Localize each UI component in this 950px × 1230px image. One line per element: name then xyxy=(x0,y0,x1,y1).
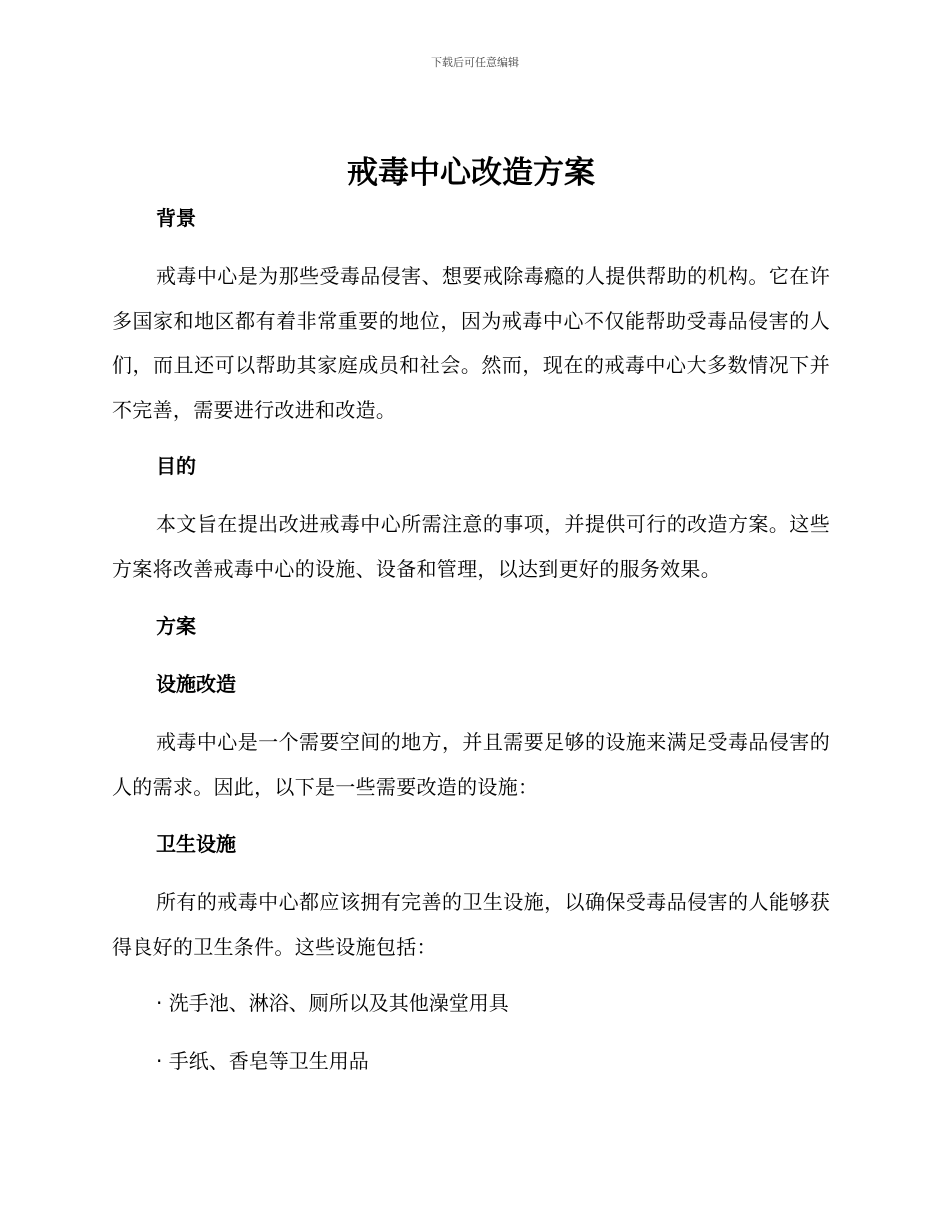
purpose-paragraph: 本文旨在提出改进戒毒中心所需注意的事项，并提供可行的改造方案。这些方案将改善戒毒中心的设施、设备和管理，以达到更好的服务效果。 xyxy=(112,512,830,581)
document-title: 戒毒中心改造方案 xyxy=(347,155,595,191)
background-paragraph: 戒毒中心是为那些受毒品侵害、想要戒除毒瘾的人提供帮助的机构。它在许多国家和地区都有着非常重要的地位，因为戒毒中心不仅能帮助受毒品侵害的人们，而且还可以帮助其家庭成员和社会。然而，现在的戒毒中心大多数情况下并不完善，需要进行改进和改造。 xyxy=(112,264,830,422)
page-header-note: 下载后可任意编辑 xyxy=(431,56,519,69)
facility-paragraph: 戒毒中心是一个需要空间的地方，并且需要足够的设施来满足受毒品侵害的人的需求。因此，以下是一些需要改造的设施： xyxy=(112,730,830,799)
sanitation-paragraph: 所有的戒毒中心都应该拥有完善的卫生设施，以确保受毒品侵害的人能够获得良好的卫生条件。这些设施包括： xyxy=(112,890,830,959)
section-heading-background: 背景 xyxy=(156,206,196,230)
list-item: · 洗手池、淋浴、厕所以及其他澡堂用具 xyxy=(156,991,509,1015)
section-heading-purpose: 目的 xyxy=(156,454,196,478)
section-heading-facility-renovation: 设施改造 xyxy=(156,672,236,696)
section-heading-sanitation: 卫生设施 xyxy=(156,832,236,856)
document-body xyxy=(112,150,830,1073)
section-heading-plan: 方案 xyxy=(156,614,196,638)
list-item: · 手纸、香皂等卫生用品 xyxy=(156,1049,369,1073)
